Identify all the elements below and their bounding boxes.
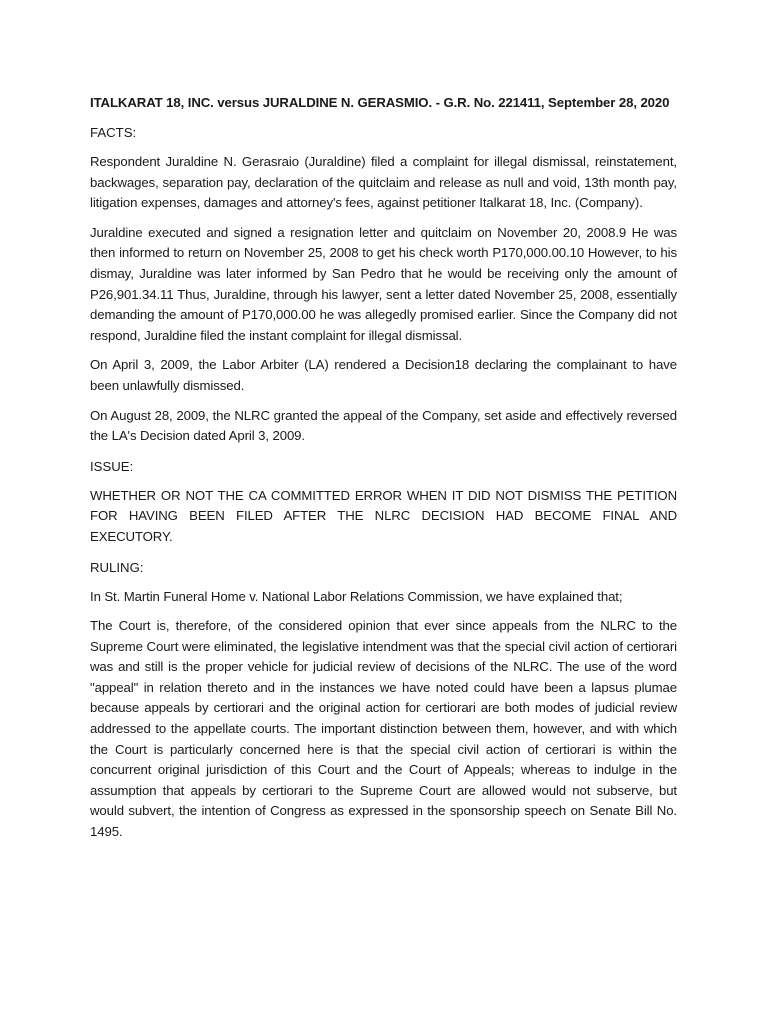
facts-heading: FACTS:	[90, 125, 137, 140]
issue-text: WHETHER OR NOT THE CA COMMITTED ERROR WHEN IT DID NOT DISMISS THE PETITION FOR HAVING BEEN FILED AFTER THE NLRC DECISION HAD BECOME FINAL AND EXECUTORY.	[90, 487, 677, 544]
ruling-paragraph: In St. Martin Funeral Home v. National Labor Relations Commission, we have explained that;	[90, 588, 623, 604]
facts-paragraph: On August 28, 2009, the NLRC granted the appeal of the Company, set aside and effectively reversed the LA's Decision dated April 3, 2009.	[90, 407, 677, 444]
facts-paragraph: Respondent Juraldine N. Gerasraio (Juraldine) filed a complaint for illegal dismissal, reinstatement, backwages, separation pay, declaration of the quitclaim and release as null and void, 13th month pay, litigation expenses, damages and attorney's fees, against petitioner Italkarat 18, Inc. (Company).	[90, 154, 677, 211]
facts-paragraph: Juraldine executed and signed a resignation letter and quitclaim on November 20, 2008.9 He was then informed to return on November 25, 2008 to get his check worth P170,000.00.10 However, to his dismay, Juraldine was later informed by San Pedro that he would be receiving only the amount of P26,901.34.11 Thus, Juraldine, through his lawyer, sent a letter dated November 25, 2008, essentially demanding the amount of P170,000.00 he was allegedly promised earlier. Since the Company did not respond, Juraldine filed the instant complaint for illegal dismissal.	[90, 224, 677, 343]
facts-paragraph: On April 3, 2009, the Labor Arbiter (LA) rendered a Decision18 declaring the complainant to have been unlawfully dismissed.	[90, 357, 677, 393]
ruling-paragraph: The Court is, therefore, of the considered opinion that ever since appeals from the NLRC to the Supreme Court were eliminated, the legislative intendment was that the special civil action of certiorari was and still is the proper vehicle for judicial review of decisions of the NLRC. The use of the word "appeal" in relation thereto and in the instances we have noted could have been a lapsus plumae because appeals by certiorari and the original action for certiorari are both modes of judicial review addressed to the appellate courts. The important distinction between them, however, and with which the Court is particularly concerned here is that the special civil action of certiorari is within the concurrent original jurisdiction of this Court and the Court of Appeals; whereas to indulge in the assumption that appeals by certiorari to the Supreme Court are allowed would not subserve, but would subvert, the intention of Congress as expressed in the sponsorship speech on Senate Bill No. 1495.	[90, 618, 677, 840]
issue-heading: ISSUE:	[90, 458, 134, 474]
ruling-heading: RULING:	[90, 559, 144, 575]
document-page	[90, 92, 677, 852]
case-title: ITALKARAT 18, INC. versus JURALDINE N. GERASMIO. - G.R. No. 221411, September 28, 2020	[90, 95, 670, 110]
